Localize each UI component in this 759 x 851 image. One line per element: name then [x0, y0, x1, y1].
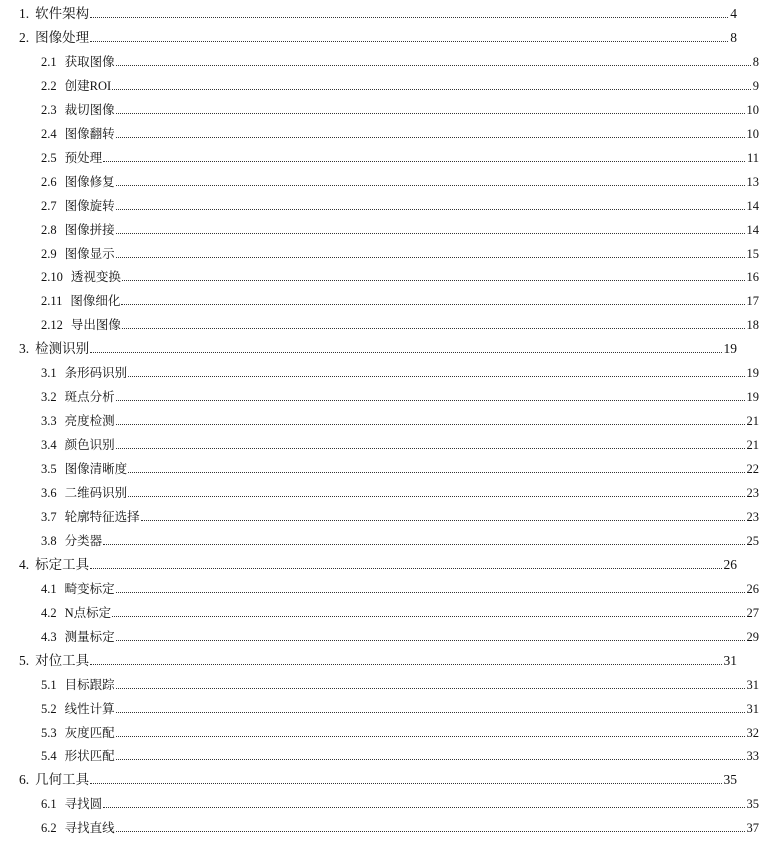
toc-entry-number: 5.3 [41, 725, 57, 740]
toc-entry-title: 线性计算 [64, 701, 115, 716]
toc-entry-page: 23 [746, 486, 759, 500]
toc-dot-leader [141, 520, 745, 521]
toc-entry-number: 2.9 [41, 246, 57, 261]
toc-dot-leader [90, 41, 728, 42]
toc-entry-title: 畸变标定 [64, 581, 115, 596]
toc-entry-number: 2.11 [41, 294, 63, 309]
toc-entry-title: 灰度匹配 [64, 725, 115, 740]
toc-entry-number: 3.2 [41, 390, 57, 405]
toc-dot-leader [128, 472, 744, 473]
toc-dot-leader [116, 831, 745, 832]
toc-dot-leader [112, 616, 744, 617]
toc-entry-page: 29 [746, 629, 759, 644]
toc-entry-page: 15 [746, 246, 759, 261]
toc-section-entry[interactable] [0, 697, 759, 717]
toc-entry-title: 图像拼接 [64, 222, 115, 237]
toc-section-entry[interactable] [0, 265, 759, 285]
toc-entry-number: 5.4 [41, 749, 57, 764]
toc-section-entry[interactable] [0, 529, 759, 549]
toc-dot-leader [116, 113, 745, 114]
toc-entry-title: 轮廓特征选择 [64, 509, 140, 524]
toc-entry-title: 寻找直线 [64, 821, 115, 836]
toc-dot-leader [116, 65, 751, 66]
toc-entry-number: 4.1 [41, 581, 57, 596]
toc-entry-page: 25 [746, 533, 759, 548]
toc-entry-number: 5.2 [41, 701, 57, 716]
toc-entry-page: 26 [746, 581, 759, 596]
toc-entry-page: 35 [746, 797, 759, 812]
toc-entry-page: 16 [746, 270, 759, 285]
toc-entry-title: 图像旋转 [64, 198, 115, 213]
toc-dot-leader [90, 783, 721, 784]
toc-entry-number: 3.4 [41, 438, 57, 453]
toc-entry-page: 27 [746, 605, 759, 620]
toc-section-entry[interactable] [0, 409, 759, 429]
toc-entry-number: 3. [19, 341, 30, 357]
toc-entry-number: 4.3 [41, 629, 57, 644]
toc-section-entry[interactable] [0, 385, 759, 405]
toc-section-entry[interactable] [0, 122, 759, 142]
toc-entry-number: 2.2 [41, 78, 57, 93]
toc-dot-leader [90, 568, 721, 569]
toc-section-entry[interactable] [0, 50, 759, 70]
toc-section-entry[interactable] [0, 194, 759, 214]
toc-section-entry[interactable] [0, 505, 759, 525]
toc-entry-number: 3.3 [41, 414, 57, 429]
toc-dot-leader [90, 664, 721, 665]
toc-section-entry[interactable] [0, 289, 759, 309]
toc-entry-number: 2. [19, 29, 30, 45]
toc-entry-title: 条形码识别 [64, 366, 128, 381]
toc-entry-page: 10 [746, 126, 759, 141]
toc-entry-page: 31 [746, 677, 759, 692]
toc-entry-title: 颜色识别 [64, 438, 115, 453]
toc-chapter-entry[interactable] [0, 553, 737, 573]
toc-section-entry[interactable] [0, 457, 759, 477]
toc-section-entry[interactable] [0, 218, 759, 238]
toc-section-entry[interactable] [0, 242, 759, 262]
toc-entry-title: 创建ROI [64, 78, 112, 93]
toc-entry-number: 2.12 [41, 318, 63, 333]
toc-entry-page: 19 [746, 390, 759, 405]
toc-dot-leader [116, 759, 745, 760]
toc-dot-leader [121, 304, 744, 305]
toc-dot-leader [116, 712, 745, 713]
toc-entry-page: 22 [746, 462, 759, 477]
toc-entry-number: 2.3 [41, 102, 57, 117]
toc-dot-leader [112, 89, 751, 90]
toc-entry-page: 8 [730, 29, 737, 45]
toc-entry-number: 2.6 [41, 174, 57, 189]
toc-entry-title: 斑点分析 [64, 390, 115, 405]
toc-entry-number: 2.8 [41, 222, 57, 237]
toc-entry-title: 透视变换 [70, 270, 121, 285]
toc-section-entry[interactable] [0, 673, 759, 693]
toc-section-entry[interactable] [0, 170, 759, 190]
toc-entry-page: 13 [746, 174, 759, 189]
toc-entry-number: 3.5 [41, 462, 57, 477]
toc-entry-title: 图像细化 [70, 294, 121, 309]
toc-dot-leader [128, 496, 744, 497]
toc-dot-leader [128, 376, 744, 377]
toc-section-entry[interactable] [0, 625, 759, 645]
toc-entry-title: 图像清晰度 [64, 462, 128, 477]
toc-entry-number: 6.2 [41, 821, 57, 836]
toc-dot-leader [90, 352, 721, 353]
toc-section-entry[interactable] [0, 721, 759, 741]
toc-entry-page: 19 [723, 341, 737, 357]
toc-section-entry[interactable] [0, 577, 759, 597]
toc-entry-title: 导出图像 [70, 318, 121, 333]
toc-entry-page: 26 [723, 556, 737, 572]
toc-entry-title: 分类器 [64, 533, 103, 548]
toc-dot-leader [122, 328, 745, 329]
toc-dot-leader [116, 448, 745, 449]
toc-entry-number: 3.7 [41, 509, 57, 524]
toc-section-entry[interactable] [0, 98, 759, 118]
toc-entry-title: 图像处理 [35, 29, 90, 45]
toc-entry-page: 14 [746, 222, 759, 237]
toc-section-entry[interactable] [0, 74, 759, 94]
toc-entry-number: 6. [19, 772, 30, 788]
toc-entry-page: 10 [746, 102, 759, 117]
toc-entry-title: 几何工具 [35, 772, 90, 788]
toc-dot-leader [116, 233, 745, 234]
toc-entry-page: 37 [746, 821, 759, 836]
toc-entry-page: 8 [752, 54, 759, 69]
toc-entry-page: 14 [746, 198, 759, 213]
toc-entry-title: 二维码识别 [64, 486, 128, 500]
toc-entry-number: 5. [19, 652, 30, 668]
toc-entry-page: 9 [752, 78, 759, 93]
toc-entry-number: 3.6 [41, 486, 57, 500]
toc-entry-number: 4.2 [41, 605, 57, 620]
toc-entry-title: 标定工具 [35, 556, 90, 572]
toc-entry-number: 2.5 [41, 150, 57, 165]
toc-entry-title: 裁切图像 [64, 102, 115, 117]
toc-entry-number: 4. [19, 556, 30, 572]
toc-section-entry[interactable] [0, 601, 759, 621]
toc-dot-leader [116, 736, 745, 737]
toc-entry-page: 17 [746, 294, 759, 309]
toc-dot-leader [90, 17, 728, 18]
toc-entry-title: 形状匹配 [64, 749, 115, 764]
toc-dot-leader [116, 185, 745, 186]
toc-entry-title: 检测识别 [35, 341, 90, 357]
toc-entry-title: 对位工具 [35, 652, 90, 668]
toc-entry-number: 5.1 [41, 677, 57, 692]
toc-entry-page: 11 [746, 150, 759, 165]
toc-chapter-entry[interactable] [0, 2, 737, 22]
toc-dot-leader [116, 592, 745, 593]
toc-entry-title: 图像修复 [64, 174, 115, 189]
toc-section-entry[interactable] [0, 792, 759, 812]
toc-chapter-entry[interactable] [0, 649, 737, 669]
toc-entry-page: 35 [723, 772, 737, 788]
toc-entry-number: 2.1 [41, 54, 57, 69]
toc-entry-number: 3.8 [41, 533, 57, 548]
toc-entry-number: 2.7 [41, 198, 57, 213]
toc-dot-leader [122, 280, 745, 281]
toc-entry-title: 图像显示 [64, 246, 115, 261]
toc-section-entry[interactable] [0, 744, 759, 764]
toc-chapter-entry[interactable] [0, 337, 737, 357]
toc-section-entry[interactable] [0, 816, 759, 836]
toc-entry-page: 21 [746, 438, 759, 453]
toc-section-entry[interactable] [0, 146, 759, 166]
toc-entry-page: 23 [746, 509, 759, 524]
toc-entry-title: 获取图像 [64, 54, 115, 69]
toc-dot-leader [103, 544, 744, 545]
toc-dot-leader [116, 400, 745, 401]
toc-dot-leader [116, 209, 745, 210]
toc-section-entry[interactable] [0, 481, 759, 501]
toc-section-entry[interactable] [0, 361, 759, 381]
toc-entry-title: 软件架构 [35, 6, 90, 21]
toc-entry-page: 21 [746, 414, 759, 429]
toc-entry-title: N点标定 [64, 605, 112, 620]
toc-entry-number: 3.1 [41, 366, 57, 381]
toc-entry-number: 6.1 [41, 797, 57, 812]
toc-section-entry[interactable] [0, 433, 759, 453]
toc-dot-leader [103, 161, 745, 162]
toc-entry-title: 测量标定 [64, 629, 115, 644]
toc-dot-leader [116, 688, 745, 689]
toc-entry-page: 31 [723, 652, 737, 668]
toc-chapter-entry[interactable] [0, 26, 737, 46]
toc-entry-title: 预处理 [64, 150, 103, 165]
toc-entry-title: 亮度检测 [64, 414, 115, 429]
toc-entry-page: 33 [746, 749, 759, 764]
toc-entry-page: 4 [730, 6, 737, 21]
toc-entry-page: 31 [746, 701, 759, 716]
toc-section-entry[interactable] [0, 313, 759, 333]
toc-chapter-entry[interactable] [0, 768, 737, 788]
toc-dot-leader [116, 640, 745, 641]
toc-entry-page: 18 [746, 318, 759, 333]
toc-dot-leader [116, 137, 745, 138]
toc-entry-page: 32 [746, 725, 759, 740]
toc-dot-leader [116, 424, 745, 425]
toc-entry-number: 2.4 [41, 126, 57, 141]
toc-dot-leader [103, 807, 744, 808]
toc-entry-number: 2.10 [41, 270, 63, 285]
toc-entry-number: 1. [19, 6, 30, 21]
toc-entry-title: 图像翻转 [64, 126, 115, 141]
toc-dot-leader [116, 257, 745, 258]
toc-entry-page: 19 [746, 366, 759, 381]
toc-entry-title: 目标跟踪 [64, 677, 115, 692]
toc-entry-title: 寻找圆 [64, 797, 103, 812]
